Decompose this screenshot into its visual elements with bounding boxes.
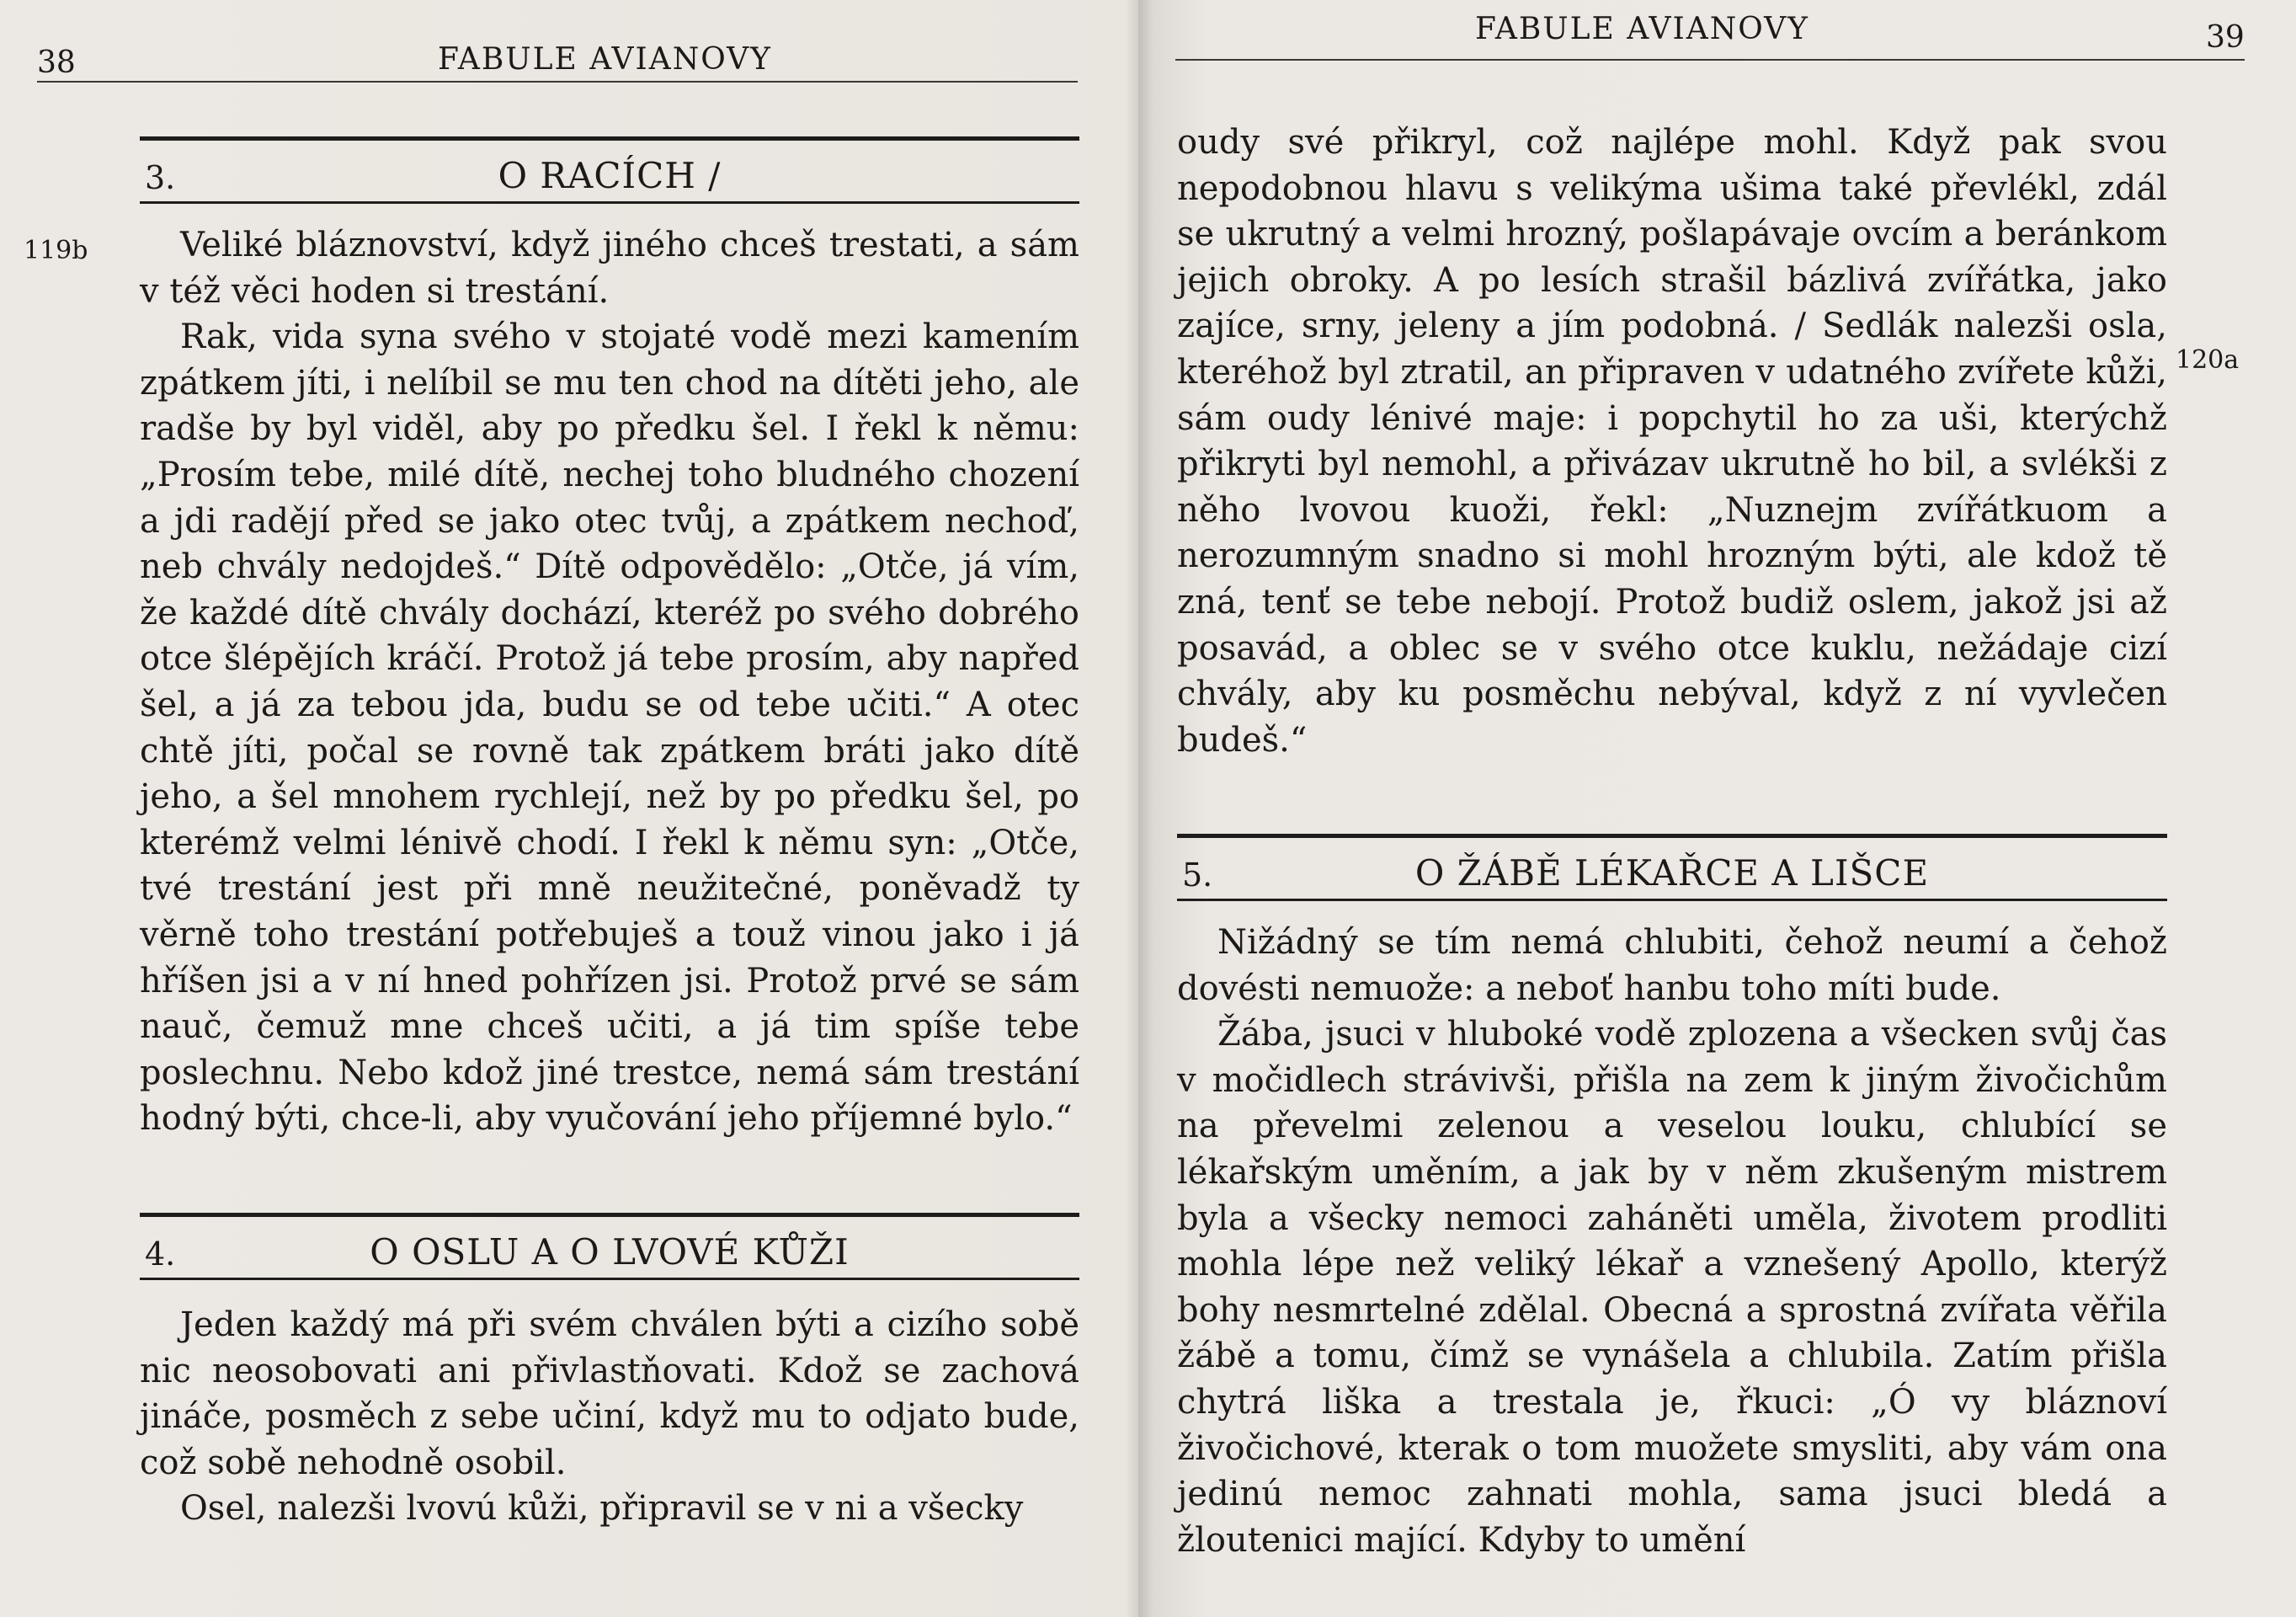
fable-3-title: O RACÍCH / [498,155,722,196]
fable-4-moral: Jeden každý má při svém chválen býti a cizího sobě nic neosobovati ani přivlastňovati. Kdož se zachová jináče, posměch z sebe učiní, když mu to odjato bude, což sobě nehodně osobil. [140,1305,1079,1482]
running-head: FABULE AVIANOVY [438,42,772,77]
fable-4-number: 4. [145,1235,176,1273]
book-gutter [1125,0,1153,1617]
fable-3-story: Rak, vida syna svého v stojaté vodě mezi kamením zpátkem jíti, i nelíbil se mu ten chod na dítěti jeho, ale radše by byl viděl, aby po předku šel. I řekl k němu: „Prosím tebe, milé dítě, nechej toho bludného chození a jdi radějí před se jako otec tvůj, a zpátkem nechoď, neb chvály nedojdeš.“ Dítě odpovědělo: „Otče, já vím, že každé dítě chvály dochází, kteréž po svého dobrého otce šlépějích kráčí. Protož já tebe prosím, aby napřed šel, a já za tebou jda, budu se od tebe učiti.“ A otec chtě jíti, počal se rovně tak zpátkem bráti jako dítě jeho, a šel mnohem rychlejí, než by po předku šel, po kterémž velmi lénivě chodí. I řekl k němu syn: „Otče, tvé trestání jest při mně neužitečné, poněvadž ty věrně toho trestání potřebuješ a touž vinou jako i já hříšen jsi a v ní hned pohřízen jsi. Protož prvé se sám nauč, čemuž mne chceš učiti, a já tim spíše tebe poslechnu. Nebo kdož jiné trestce, nemá sám trestání hodný býti, chce-li, aby vyučování jeho příjemné bylo.“ [140,318,1079,1139]
fable-5-moral: Nižádný se tím nemá chlubiti, čehož neumí a čehož dovésti nemuože: a neboť hanbu toho míti bude. [1177,923,2167,1008]
margin-note: 119b [24,236,88,265]
fable-4-text [140,1302,1079,1532]
left-page [0,0,1138,1617]
running-head: FABULE AVIANOVY [1475,12,1809,46]
margin-note: 120a [2176,345,2240,375]
fable-3-moral: Veliké bláznovství, když jiného chceš trestati, a sám v též věci hoden si trestání. [140,226,1079,311]
fable-4-story-start: Osel, nalezši lvovú kůži, připravil se v ni a všecky [180,1489,1024,1529]
fable-3-number: 3. [145,159,176,196]
header-rule [37,81,1078,83]
fable-5-number: 5. [1182,857,1213,894]
fable-4-heading [140,1217,1079,1280]
fable-4-continuation [1177,120,2167,763]
fable-4-title: O OSLU A O LVOVÉ KŮŽI [370,1231,850,1273]
header-rule [1175,59,2245,61]
fable-4-section [140,1213,1079,1532]
fable-5-heading [1177,838,2167,901]
fable-3-heading [140,141,1079,204]
fable-5-text [1177,920,2167,1563]
fable-5-section [1177,834,2167,1563]
fable-4-continuation-text: oudy své přikryl, což najlépe mohl. Když pak svou nepodobnou hlavu s velikýma ušima také převlékl, zdál se ukrutný a velmi hrozný, pošlapávaje ovcím a beránkom jejich obroky. A po lesích strašil bázlivá zvířátka, jako zajíce, srny, jeleny a jím podobná. / Sedlák nalezši osla, kteréhož byl ztratil, an připraven v udatného zvířete kůži, sám oudy lénivé maje: i popchytil ho za uši, kterýchž přikryti byl nemohl, a přivázav ukrutně ho bil, a svlékši z něho lvovou kuoži, řekl: „Nuznejm zvířátkuom a nerozumným snadno si mohl hrozným býti, ale kdož tě zná, tenť se tebe nebojí. Protož budiž oslem, jakož jsi až posavád, a oblec se v svého otce kuklu, nežádaje cizí chvály, aby ku posměchu nebýval, když z ní vyvlečen budeš.“ [1177,123,2167,760]
page-number: 39 [2206,20,2245,55]
fable-5-story: Žába, jsuci v hluboké vodě zplozena a všecken svůj čas v močidlech strávivši, přišla na zem k jiným živočichům na převelmi zelenou a veselou louku, chlubící se lékařským uměním, a jak by v něm zkušeným mistrem byla a všecky nemoci zaháněti uměla, životem prodliti mohla lépe než veliký lékař a vznešený Apollo, kterýž bohy nesmrtelné zdělal. Obecná a sprostná zvířata věřila žábě a tomu, čímž se vynášela a chlubila. Zatím přišla chytrá liška a trestala je, řkuci: „Ó vy bláznoví živočichové, kterak o tom muožete smysliti, aby vám ona jedinú nemoc zahnati mohla, sama jsuci bledá a žloutenici mající. Kdyby to umění [1177,1015,2167,1560]
right-page [1138,0,2296,1617]
fable-3-text [140,222,1079,1142]
fable-3-section [140,136,1079,1142]
page-number: 38 [37,45,76,80]
fable-5-title: O ŽÁBĚ LÉKAŘCE A LIŠCE [1414,852,1930,894]
